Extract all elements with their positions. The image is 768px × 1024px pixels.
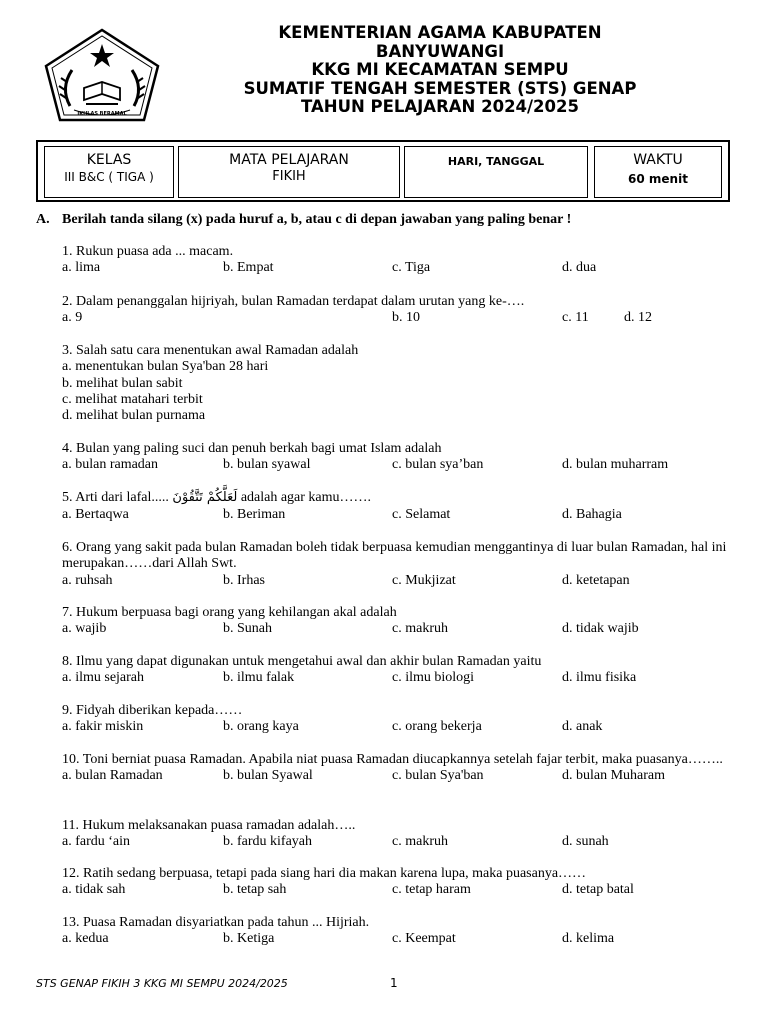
waktu-label: WAKTU: [633, 152, 683, 168]
mapel-cell: [178, 146, 400, 198]
option-d: d. kelima: [562, 931, 615, 947]
question-stem: 6. Orang yang sakit pada bulan Ramadan boleh tidak berpuasa kemudian menggantinya di luar bulan Ramadan, hal ini merupakan……dari Allah Swt.: [62, 540, 727, 572]
option-d: d. tidak wajib: [562, 621, 639, 637]
option-d: d. melihat bulan purnama: [62, 408, 206, 424]
option-a: a. tidak sah: [62, 882, 126, 898]
header-kkg: KKG MI KECAMATAN SEMPU: [311, 60, 569, 79]
option-d: d. tetap batal: [562, 882, 634, 898]
option-a: a. kedua: [62, 931, 109, 947]
option-c: c. ilmu biologi: [392, 670, 475, 686]
option-a: a. 9: [62, 310, 83, 326]
option-c: c. 11: [562, 310, 589, 326]
mapel-label: MATA PELAJARAN: [229, 152, 349, 168]
option-d: d. bulan Muharam: [562, 768, 666, 784]
option-a: a. menentukan bulan Sya'ban 28 hari: [62, 359, 269, 375]
question-stem: [62, 490, 738, 506]
page-number: 1: [390, 976, 398, 990]
hari-cell: [404, 146, 588, 198]
option-b: b. Beriman: [223, 507, 286, 523]
kelas-label: KELAS: [86, 152, 132, 168]
option-a: a. wajib: [62, 621, 107, 637]
header-region: BANYUWANGI: [375, 41, 505, 61]
option-d: d. anak: [562, 719, 603, 735]
hari-label: HARI, TANGGAL: [447, 155, 545, 168]
question-stem: 3. Salah satu cara menentukan awal Ramadan adalah: [62, 343, 359, 358]
option-c: c. tetap haram: [392, 882, 471, 898]
question-stem: 13. Puasa Ramadan disyariatkan pada tahun ... Hijriah.: [62, 915, 370, 930]
stem-text-pre: 5. Arti dari lafal.....: [62, 490, 169, 505]
question-stem: 9. Fidyah diberikan kepada……: [62, 703, 243, 718]
question-1: [62, 244, 738, 277]
document-header: [200, 24, 680, 117]
option-c: c. bulan sya’ban: [392, 457, 484, 473]
header-ministry: KEMENTERIAN AGAMA KABUPATEN: [278, 23, 602, 42]
question-stem: 8. Ilmu yang dapat digunakan untuk mengetahui awal dan akhir bulan Ramadan yaitu: [62, 654, 542, 669]
arabic-phrase: لَعَلَّكُمْ تَتَّقُوْنَ: [172, 490, 238, 505]
option-a: a. lima: [62, 260, 101, 276]
header-exam: SUMATIF TENGAH SEMESTER (STS) GENAP: [243, 78, 637, 98]
question-stem: 4. Bulan yang paling suci dan penuh berkah bagi umat Islam adalah: [62, 441, 442, 456]
option-b: b. tetap sah: [223, 882, 287, 898]
option-b: b. bulan Syawal: [223, 768, 313, 784]
kelas-value: III B&C ( TIGA ): [64, 170, 154, 184]
mapel-value: FIKIH: [272, 169, 306, 184]
option-b: b. ilmu falak: [223, 670, 295, 686]
question-stem: 10. Toni berniat puasa Ramadan. Apabila niat puasa Ramadan diucapkannya setelah fajar terbit, maka puasanya……..: [62, 752, 723, 767]
option-d: d. 12: [624, 310, 652, 326]
question-9: [62, 703, 738, 736]
question-7: [62, 605, 738, 638]
option-c: c. bulan Sya'ban: [392, 768, 484, 784]
question-stem: 1. Rukun puasa ada ... macam.: [62, 244, 234, 259]
option-b: b. bulan syawal: [223, 457, 311, 473]
instruction-text: Berilah tanda silang (x) pada huruf a, b, atau c di depan jawaban yang paling benar !: [62, 212, 572, 227]
question-13: [62, 915, 738, 948]
option-c: c. Mukjizat: [392, 572, 456, 588]
question-2: [62, 294, 738, 327]
option-d: d. Bahagia: [562, 507, 622, 523]
question-11: [62, 818, 738, 851]
kemenag-logo: [40, 28, 164, 132]
option-c: c. orang bekerja: [392, 719, 482, 735]
question-stem: 12. Ratih sedang berpuasa, tetapi pada siang hari dia makan karena lupa, maka puasanya……: [62, 866, 587, 881]
option-b: b. Irhas: [223, 572, 265, 588]
question-stem: 2. Dalam penanggalan hijriyah, bulan Ramadan terdapat dalam urutan yang ke-….: [62, 294, 525, 309]
option-a: a. ilmu sejarah: [62, 670, 145, 686]
option-a: a. fardu ‘ain: [62, 834, 131, 850]
question-8: [62, 654, 738, 687]
question-6: [62, 540, 738, 589]
question-4: [62, 441, 738, 474]
option-a: a. ruhsah: [62, 572, 113, 588]
logo-motto: IKHLAS BERAMAL: [77, 111, 127, 117]
option-b: b. melihat bulan sabit: [62, 375, 183, 391]
waktu-value: 60 menit: [628, 172, 688, 186]
waktu-cell: [594, 146, 722, 198]
option-a: a. bulan Ramadan: [62, 768, 163, 784]
header-year: TAHUN PELAJARAN 2024/2025: [301, 97, 579, 116]
question-5: [62, 490, 738, 524]
option-b: b. Empat: [223, 260, 274, 276]
option-a: a. Bertaqwa: [62, 507, 129, 523]
question-stem: 11. Hukum melaksanakan puasa ramadan adalah…..: [62, 818, 356, 833]
option-d: d. sunah: [562, 834, 609, 850]
option-d: d. ilmu fisika: [562, 670, 637, 686]
option-c: c. Selamat: [392, 507, 451, 523]
question-3: [62, 343, 738, 424]
option-c: c. makruh: [392, 621, 448, 637]
option-b: b. orang kaya: [223, 719, 299, 735]
option-d: d. bulan muharram: [562, 457, 669, 473]
question-10: [62, 752, 738, 785]
kelas-cell: [44, 146, 174, 198]
option-b: b. 10: [392, 310, 420, 326]
option-b: b. fardu kifayah: [223, 834, 313, 850]
option-d: d. ketetapan: [562, 572, 630, 588]
section-number: A.: [36, 212, 50, 227]
page-footer: STS GENAP FIKIH 3 KKG MI SEMPU 2024/2025: [36, 977, 288, 990]
exam-info-table: [36, 140, 730, 202]
option-b: b. Sunah: [223, 621, 272, 637]
question-stem: 7. Hukum berpuasa bagi orang yang kehilangan akal adalah: [62, 605, 397, 620]
question-12: [62, 866, 738, 899]
option-a: a. bulan ramadan: [62, 457, 159, 473]
option-c: c. Tiga: [392, 260, 431, 276]
option-a: a. fakir miskin: [62, 719, 144, 735]
option-c: c. melihat matahari terbit: [62, 391, 203, 407]
option-c: c. makruh: [392, 834, 448, 850]
option-c: c. Keempat: [392, 931, 456, 947]
section-instruction: [36, 211, 571, 229]
option-b: b. Ketiga: [223, 931, 275, 947]
option-d: d. dua: [562, 260, 597, 276]
stem-text-post: adalah agar kamu…….: [240, 490, 372, 505]
